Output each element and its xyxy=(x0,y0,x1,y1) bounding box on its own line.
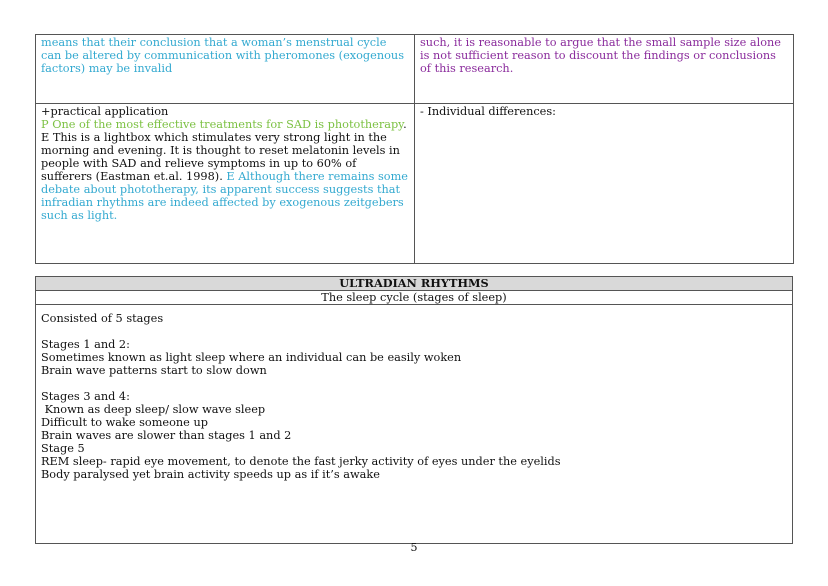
stages-3-5 xyxy=(41,390,787,481)
page-number: 5 xyxy=(410,541,418,554)
evaluate-text: E Although there remains some debate about phototherapy, its apparent success suggests that infradian rhythms are indeed affected by exogenous zeitgebers such as light. xyxy=(41,170,408,222)
practical-application-heading: +practical application xyxy=(41,105,169,118)
practical-application-cell xyxy=(36,104,415,264)
evaluation-row-1 xyxy=(36,35,794,104)
stages-1-2 xyxy=(41,338,787,377)
body-line: Stages 3 and 4: xyxy=(41,390,130,403)
body-line: Known as deep sleep/ slow wave sleep xyxy=(41,403,266,416)
body-line: Consisted of 5 stages xyxy=(41,312,164,325)
evaluation-row-2 xyxy=(36,104,794,264)
explain-text: E This is a lightbox which stimulates very strong light in the morning and evening. It is thought to reset melatonin levels in people with SAD and relieve symptoms in up to 60% of sufferers (Eastman et.al. 1998). xyxy=(41,131,400,183)
body-line: REM sleep- rapid eye movement, to denote the fast jerky activity of eyes under the eyelids xyxy=(41,455,561,468)
body-line: Stages 1 and 2: xyxy=(41,338,130,351)
body-line: Brain waves are slower than stages 1 and 2 xyxy=(41,429,292,442)
point-text: P One of the most effective treatments for SAD is phototherapy xyxy=(41,118,404,131)
body-line: Stage 5 xyxy=(41,442,85,455)
sleep-stages-body xyxy=(36,305,793,544)
practical-application-body xyxy=(41,118,409,222)
point-end: . xyxy=(403,118,407,131)
ultradian-title: ULTRADIAN RHYTHMS xyxy=(36,277,793,291)
ultradian-table xyxy=(35,276,793,544)
evaluation-table xyxy=(35,34,794,264)
body-line: Brain wave patterns start to slow down xyxy=(41,364,267,377)
ultradian-subtitle: The sleep cycle (stages of sleep) xyxy=(36,291,793,305)
stages-intro xyxy=(41,312,787,325)
body-line: Sometimes known as light sleep where an individual can be easily woken xyxy=(41,351,462,364)
body-line: Difficult to wake someone up xyxy=(41,416,208,429)
row1-right-cell: such, it is reasonable to argue that the small sample size alone is not sufficient reason to discount the findings or conclusions of this research. xyxy=(415,35,794,104)
row1-left-cell: means that their conclusion that a woman’s menstrual cycle can be altered by communication with pheromones (exogenous factors) may be invalid xyxy=(36,35,415,104)
body-line: Body paralysed yet brain activity speeds up as if it’s awake xyxy=(41,468,380,481)
individual-differences-cell: - Individual differences: xyxy=(415,104,794,264)
